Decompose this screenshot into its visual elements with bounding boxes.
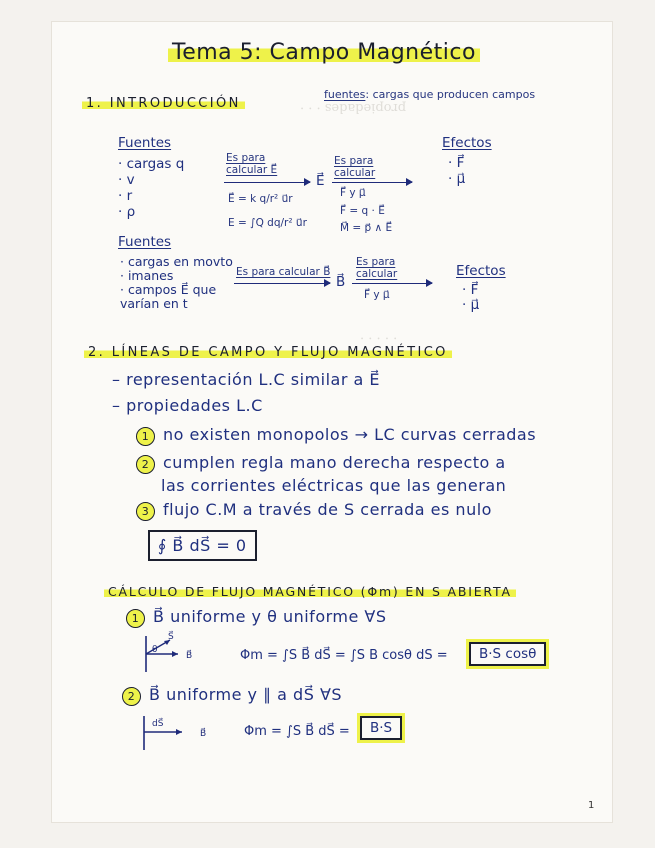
e-field-symbol: E⃗ <box>316 173 325 189</box>
f-y-mu: F⃗ y μ⃗ <box>340 187 366 199</box>
diagram-label-b: B⃗ <box>186 651 193 661</box>
bleed-through-text: · · · · · <box>360 330 398 345</box>
arrow-to-e <box>224 182 310 183</box>
closed-flux-formula: ∮ B⃗ dS⃗ = 0 <box>148 530 257 561</box>
diagram-label-s: S⃗ <box>168 632 174 642</box>
diagram-label-theta: θ <box>152 645 158 655</box>
efectos-label-1: Efectos <box>442 135 492 151</box>
formula-force: F⃗ = q · E⃗ <box>340 205 385 217</box>
bleed-through-text: propiedades · · · <box>300 100 407 115</box>
b-field-symbol: B⃗ <box>336 274 346 290</box>
formula-coulomb: E⃗ = k q/r² u⃗r <box>228 193 293 205</box>
flux-diagram-1 <box>140 630 210 674</box>
section-heading-calculo: CÁLCULO DE FLUJO MAGNÉTICO (Φm) EN S ABIERTA <box>104 584 516 599</box>
arrow-to-f <box>332 182 412 183</box>
fuentes-label-2: Fuentes <box>118 234 172 250</box>
case-1-text: 1 B⃗ uniforme y θ uniforme ∀S <box>126 607 387 628</box>
es-para-calcular-2: Es para calcular <box>334 155 376 179</box>
case-1-result: B·S cosθ <box>469 642 546 666</box>
formula-integral: E = ∫Q dq/r² u⃗r <box>228 217 307 229</box>
case-2-result: B·S <box>360 716 402 740</box>
case-2-formula: Φm = ∫S B⃗ dS⃗ = <box>244 724 350 739</box>
section-heading-lineas: 2. LÍNEAS DE CAMPO Y FLUJO MAGNÉTICO <box>84 345 452 360</box>
fuentes-label-1: Fuentes <box>118 135 172 151</box>
diagram-label-ds: dS⃗ <box>152 719 164 729</box>
es-para-calcular-3: Es para calcular <box>356 256 398 280</box>
efectos-list-1: · F⃗ · μ⃗ <box>448 155 466 187</box>
efectos-list-2: · F⃗ · μ⃗ <box>462 282 480 313</box>
page-number: 1 <box>588 800 595 811</box>
lineas-line-1: – representación L.C similar a E⃗ <box>112 370 381 389</box>
efectos-label-2: Efectos <box>456 263 506 279</box>
es-para-calcular-b: Es para calcular B⃗ <box>236 266 331 278</box>
page-title: Tema 5: Campo Magnético <box>168 40 480 65</box>
case-2-text: 2 B⃗ uniforme y ∥ a dS⃗ ∀S <box>122 685 342 706</box>
fuentes-note: fuentes: cargas que producen campos <box>324 88 536 101</box>
property-2-cont: las corrientes eléctricas que las generan <box>161 476 507 495</box>
formula-torque: M⃗ = p⃗ ∧ E⃗ <box>340 222 393 234</box>
diagram-label-b2: B⃗ <box>200 729 207 739</box>
f-y-mu-2: F⃗ y μ⃗ <box>364 289 390 301</box>
flux-diagram-2 <box>138 712 218 752</box>
case-1-formula: Φm = ∫S B⃗ dS⃗ = ∫S B cosθ dS = <box>240 648 448 663</box>
arrow-to-f-2 <box>352 283 432 284</box>
es-para-calcular-e: Es para calcular E⃗ <box>226 152 278 176</box>
section-heading-intro: 1. INTRODUCCIÓN <box>82 96 245 111</box>
property-3: 3 flujo C.M a través de S cerrada es nulo <box>136 500 492 521</box>
fuentes-list-2: · cargas en movto · imanes · campos E⃗ que varían en t <box>120 254 233 311</box>
fuentes-list-1: · cargas q · v · r · ρ <box>118 156 185 220</box>
lineas-line-2: – propiedades L.C <box>112 396 263 415</box>
property-1: 1 no existen monopolos → LC curvas cerradas <box>136 425 536 446</box>
arrow-to-b <box>234 283 330 284</box>
property-2: 2 cumplen regla mano derecha respecto a <box>136 453 506 474</box>
